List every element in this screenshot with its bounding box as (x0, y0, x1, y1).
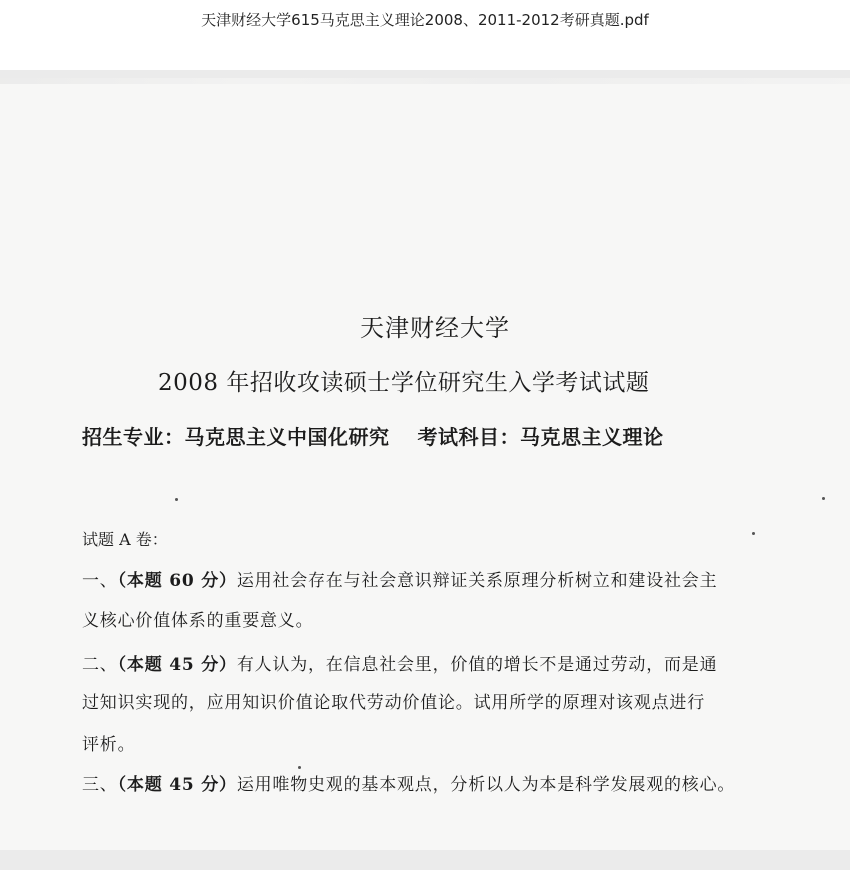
question-1-points: （本题 60 分） (117, 571, 237, 591)
question-2-text: 有人认为，在信息社会里，价值的增长不是通过劳动，而是通 (236, 655, 718, 675)
question-2-line-2: 过知识实现的，应用知识价值论取代劳动价值论。试用所学的原理对该观点进行 (82, 693, 705, 713)
university-name: 天津财经大学 (360, 314, 510, 342)
scan-speck (752, 532, 755, 535)
header-divider (0, 70, 850, 78)
question-2-points: （本题 45 分） (117, 655, 237, 675)
question-1-prefix: 一、 (82, 571, 118, 591)
scan-speck (175, 498, 178, 501)
scan-edge (0, 78, 850, 84)
question-2-line-1 (82, 650, 717, 675)
question-3-line-1 (82, 770, 735, 795)
exam-title: 2008 年招收攻读硕士学位研究生入学考试试题 (158, 370, 650, 396)
question-2-line-3: 评析。 (82, 735, 136, 755)
scan-speck (298, 766, 301, 769)
major-label: 招生专业：马克思主义中国化研究 (82, 425, 390, 449)
question-1-line-1 (82, 566, 717, 591)
viewer-header (0, 0, 850, 70)
page-gap (0, 850, 850, 870)
question-1-line-2: 义核心价值体系的重要意义。 (82, 611, 314, 631)
question-3-points: （本题 45 分） (117, 775, 237, 795)
major-subject-line (82, 421, 664, 450)
section-label: 试题 A 卷： (82, 530, 168, 549)
question-3-prefix: 三、 (82, 775, 118, 795)
scan-speck (822, 497, 825, 500)
question-1-text: 运用社会存在与社会意识辩证关系原理分析树立和建设社会主 (236, 571, 718, 591)
subject-label: 考试科目：马克思主义理论 (417, 425, 664, 449)
question-2-prefix: 二、 (82, 655, 118, 675)
question-3-text: 运用唯物史观的基本观点，分析以人为本是科学发展观的核心。 (236, 775, 736, 795)
file-title: 天津财经大学615马克思主义理论2008、2011-2012考研真题.pdf (201, 11, 649, 29)
